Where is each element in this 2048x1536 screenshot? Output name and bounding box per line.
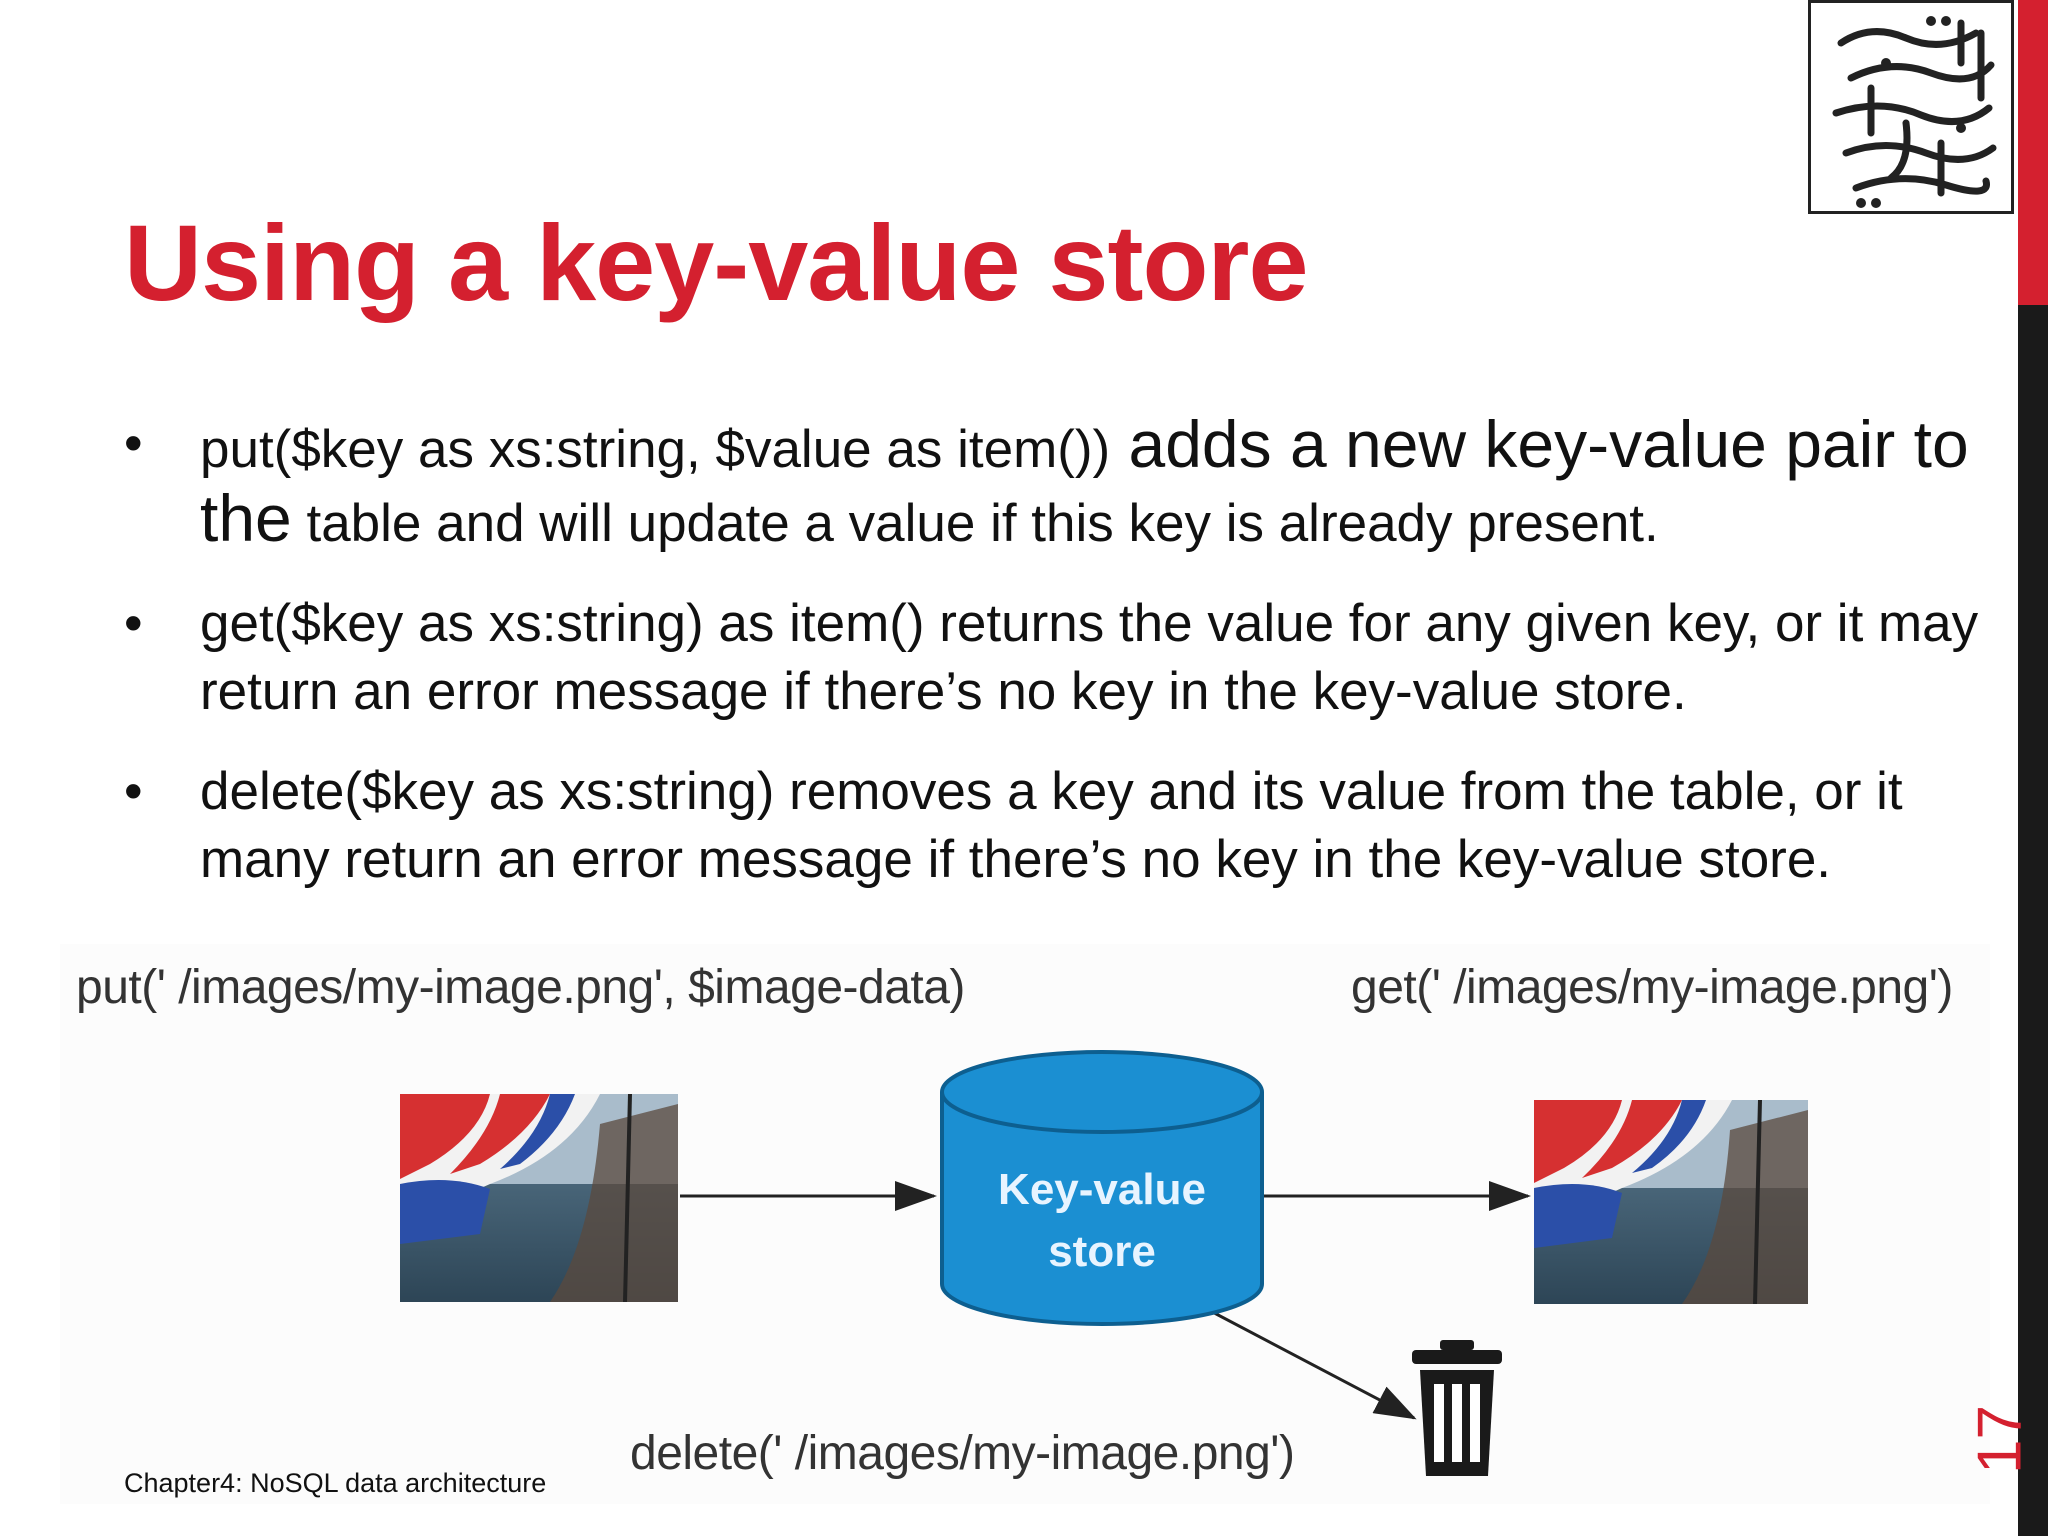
retrieved-image-icon [1534, 1100, 1808, 1304]
bullet-put [124, 407, 2004, 558]
trash-icon [1412, 1340, 1502, 1476]
slide-title: Using a key-value store [124, 202, 1308, 323]
put-call-label: put(' /images/my-image.png', $image-data) [76, 961, 965, 1014]
delete-call-label: delete(' /images/my-image.png') [630, 1427, 1295, 1480]
get-call-label: get(' /images/my-image.png') [1351, 961, 1953, 1014]
footer-chapter: Chapter4: NoSQL data architecture [124, 1468, 547, 1498]
store-label-line2: store [1048, 1227, 1156, 1276]
bullet-delete: • delete($key as xs:string) removes a key and its value from the table, or it many return an error message if there’s no key in the key-value store. [124, 758, 2004, 894]
bullet-put-text-big: adds a new key-value pair to the [200, 407, 1969, 555]
bullet-put-code: put($key as xs:string, $value as item()) [200, 420, 1111, 479]
key-value-diagram [60, 944, 1990, 1504]
accent-bar-red [2018, 0, 2048, 305]
bullet-list [124, 407, 2004, 926]
logo-calligraphy-icon [1811, 3, 2011, 211]
store-label-line1: Key-value [998, 1165, 1206, 1214]
bullet-get: • get($key as xs:string) as item() returns the value for any given key, or it may return an error message if there’s no key in the key-value store. [124, 590, 2004, 726]
source-image-icon [400, 1094, 678, 1302]
university-logo [1808, 0, 2014, 214]
bullet-put-text-small: table and will update a value if this key is already present. [291, 494, 1659, 553]
page-number: 17 [1965, 1405, 2035, 1474]
accent-bar-dark [2018, 305, 2048, 1536]
